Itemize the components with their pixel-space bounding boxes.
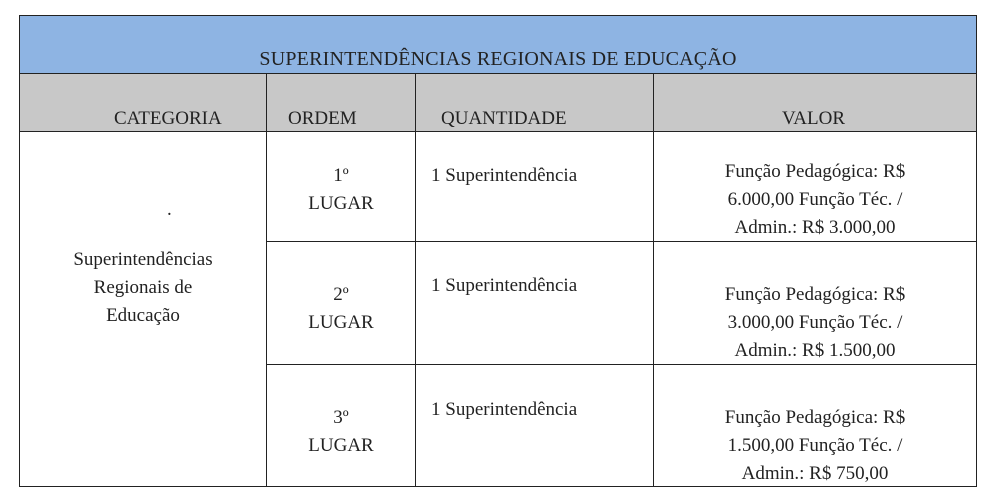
ordem-word: LUGAR	[308, 312, 374, 333]
ordem-word: LUGAR	[308, 193, 374, 214]
awards-table	[19, 15, 977, 487]
valor-line: Função Pedagógica: R$	[724, 284, 906, 305]
ordem-number: 3º	[333, 407, 349, 428]
header-quantidade: QUANTIDADE	[441, 108, 567, 129]
header-ordem-cell	[267, 74, 415, 131]
table-row-2-ordem	[267, 281, 415, 337]
valor-line: 6.000,00 Função Téc. /	[727, 189, 903, 210]
category-line: Regionais de	[93, 277, 193, 298]
category-dot: .	[167, 199, 172, 220]
ordem-number: 1º	[333, 165, 349, 186]
table-row-3-ordem	[267, 404, 415, 460]
valor-line: Função Pedagógica: R$	[724, 407, 906, 428]
valor-line: 3.000,00 Função Téc. /	[727, 312, 903, 333]
header-ordem: ORDEM	[288, 108, 357, 129]
header-categoria-cell	[20, 74, 266, 131]
table-title-row	[20, 16, 976, 74]
header-valor-cell	[654, 74, 976, 131]
table-row-1-ordem	[267, 162, 415, 218]
ordem-number: 2º	[333, 284, 349, 305]
grid-line	[415, 74, 416, 486]
header-categoria: CATEGORIA	[114, 108, 222, 129]
table-row-2-valor	[654, 281, 976, 365]
table-row-2-quantidade: 1 Superintendência	[431, 275, 578, 296]
table-row-1-valor	[654, 158, 976, 242]
table-title: SUPERINTENDÊNCIAS REGIONAIS DE EDUCAÇÃO	[259, 48, 737, 70]
valor-line: 1.500,00 Função Téc. /	[727, 435, 903, 456]
table-row-3-valor	[654, 404, 976, 488]
category-label	[20, 246, 266, 330]
valor-line: Admin.: R$ 1.500,00	[734, 340, 896, 361]
table-row-1-quantidade: 1 Superintendência	[431, 165, 578, 186]
table-header-row	[20, 74, 976, 132]
table-row-3-quantidade: 1 Superintendência	[431, 399, 578, 420]
ordem-word: LUGAR	[308, 435, 374, 456]
valor-line: Função Pedagógica: R$	[724, 161, 906, 182]
valor-line: Admin.: R$ 3.000,00	[734, 217, 896, 238]
header-valor: VALOR	[782, 108, 845, 129]
valor-line: Admin.: R$ 750,00	[741, 463, 889, 484]
category-line: Educação	[106, 305, 180, 326]
header-quantidade-cell	[416, 74, 653, 131]
category-line: Superintendências	[73, 249, 213, 270]
